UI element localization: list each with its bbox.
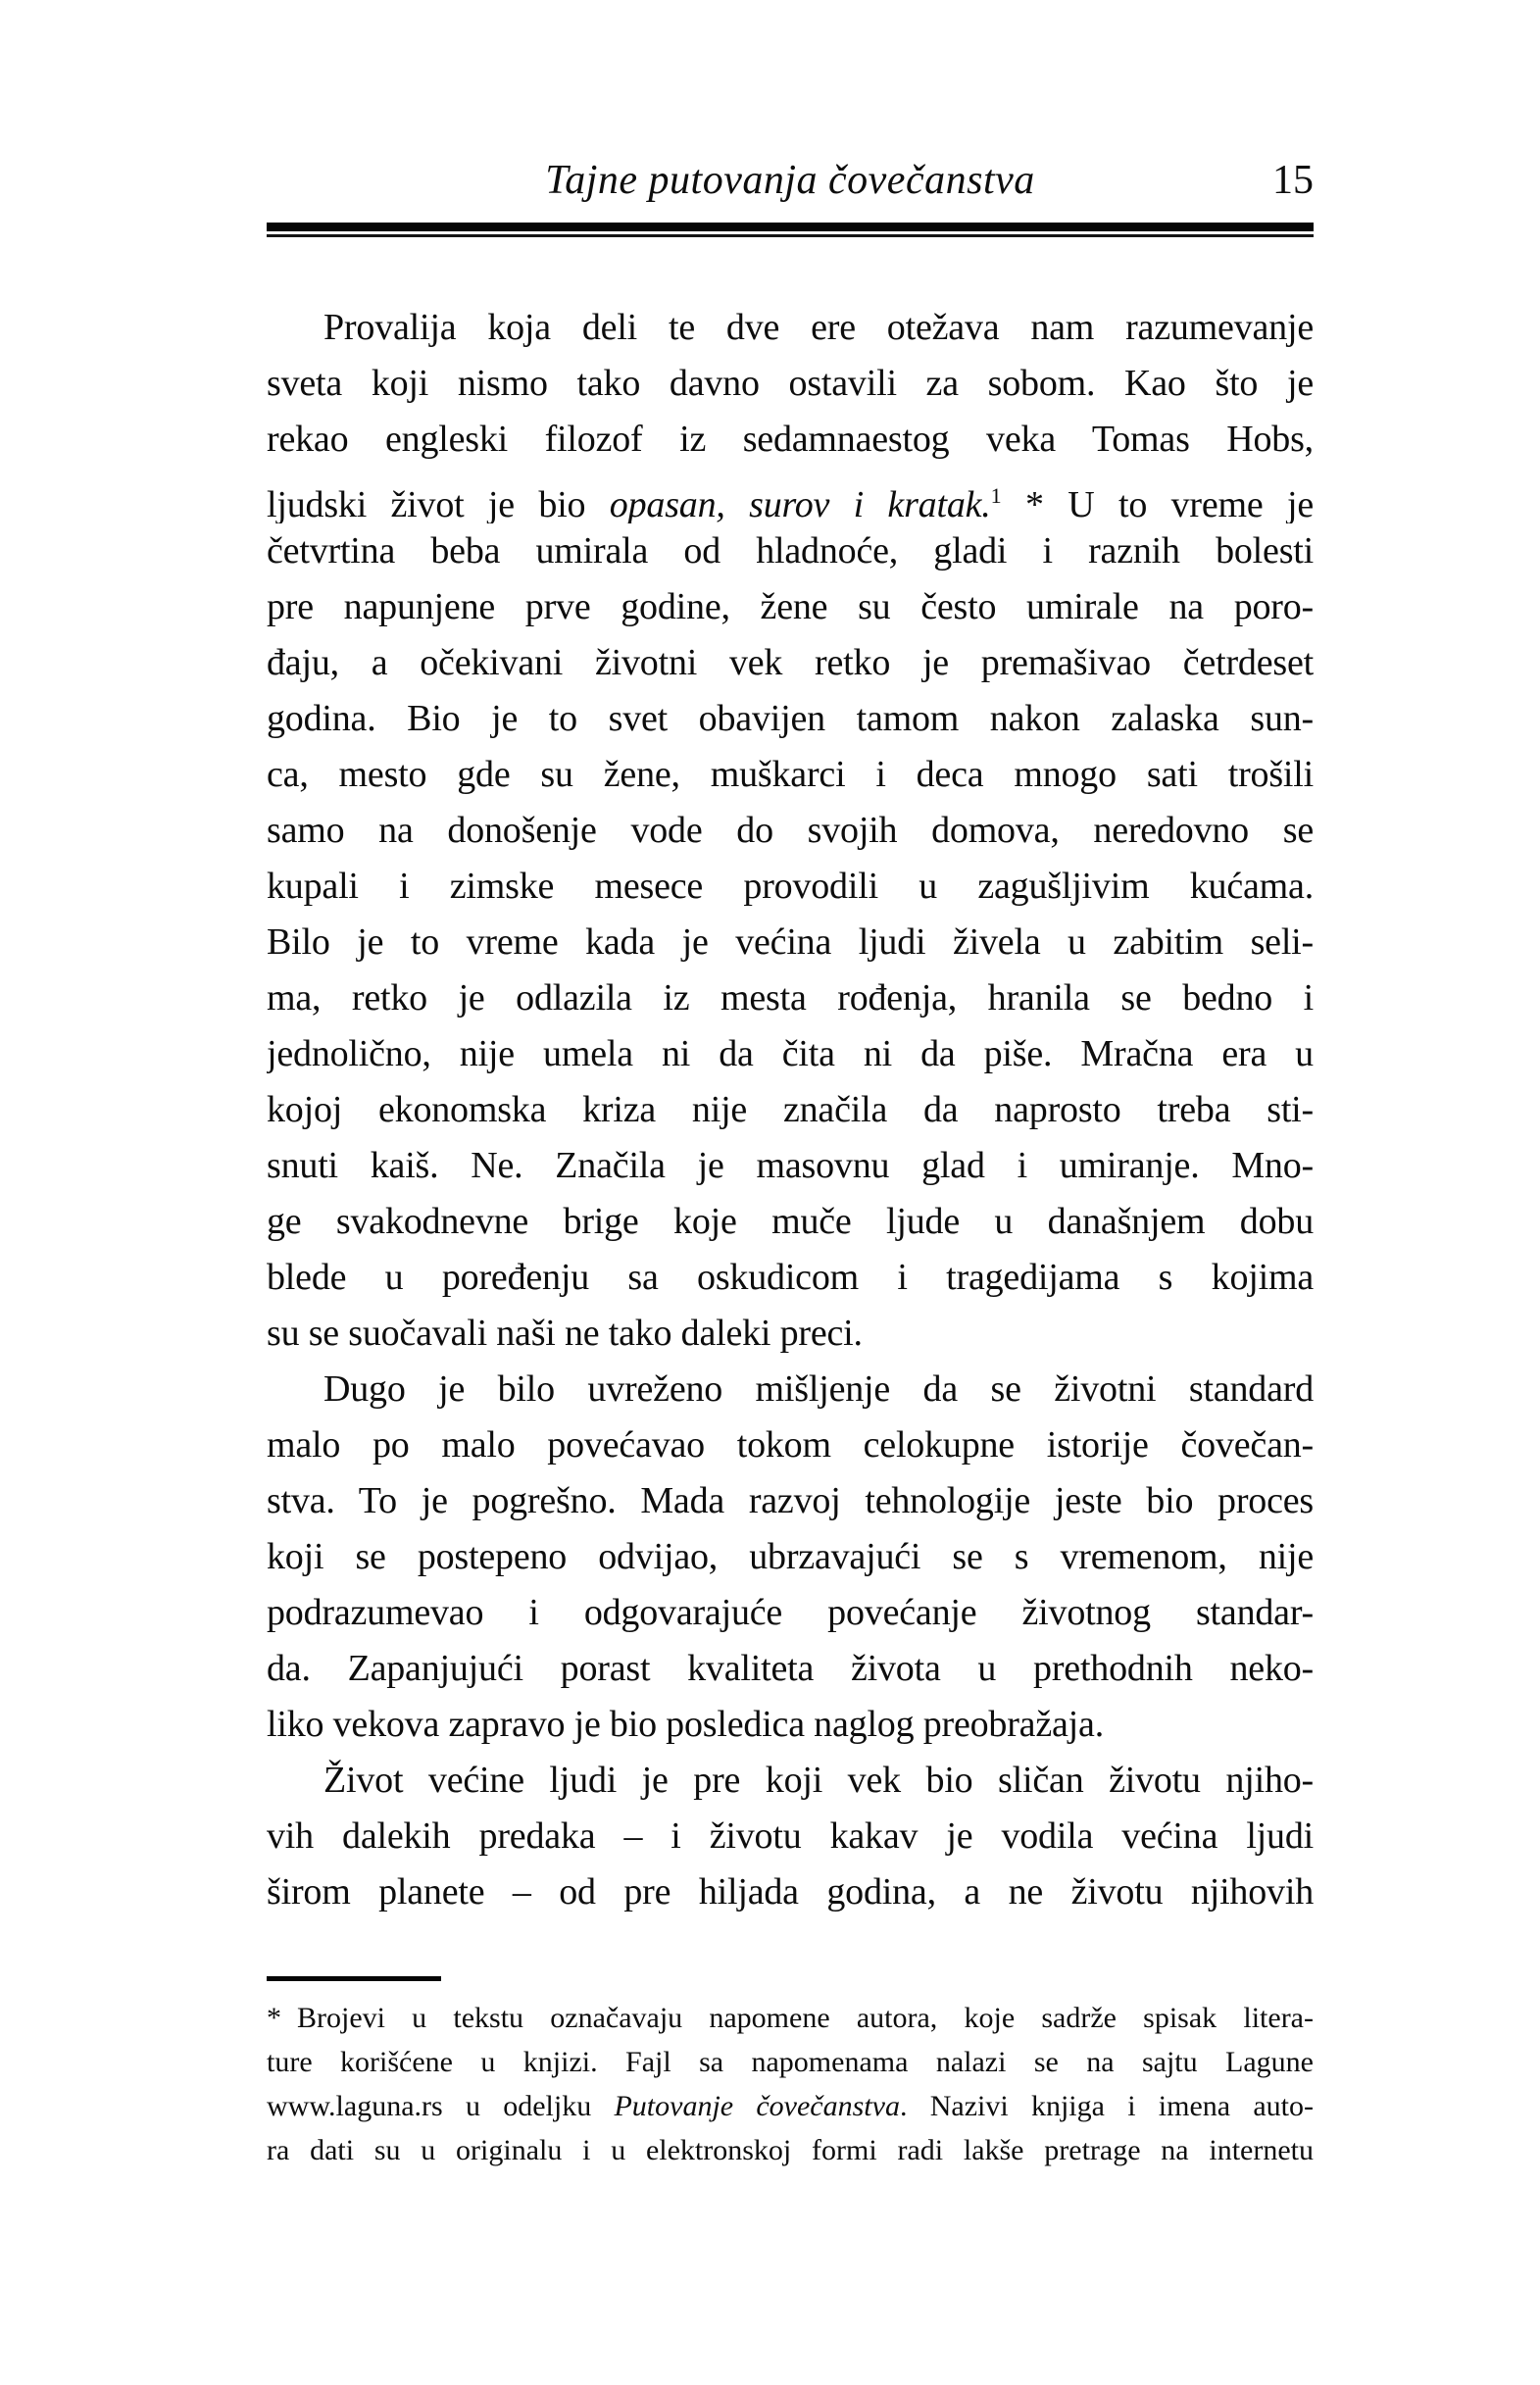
text-segment: pre napunjene prve godine, žene su često umirale na poro- (267, 586, 1314, 627)
text-segment: malo po malo povećavao tokom celokupne istorije čovečan- (267, 1424, 1314, 1466)
text-segment: kupali i zimske mesece provodili u zagušljivim kućama. (267, 866, 1314, 907)
text-segment: Provalija koja deli te dve ere otežava nam razumevanje (323, 307, 1314, 348)
text-line (267, 523, 1314, 579)
running-head (267, 153, 1314, 208)
text-line (267, 579, 1314, 635)
text-line (267, 1996, 1314, 2040)
text-line (267, 691, 1314, 747)
text-segment: sveta koji nismo tako davno ostavili za sobom. Kao što je (267, 363, 1314, 404)
text-segment: . Nazivi knjiga i imena auto- (899, 2090, 1314, 2122)
text-segment: * U to vreme je (1001, 484, 1314, 523)
text-line (267, 468, 1314, 523)
text-line (267, 859, 1314, 915)
text-line (267, 635, 1314, 691)
text-line (267, 803, 1314, 859)
text-line (267, 1697, 1314, 1753)
text-line (267, 2128, 1314, 2172)
text-line (267, 2040, 1314, 2084)
text-line (267, 1362, 1314, 1417)
text-segment: ma, retko je odlazila iz mesta rođenja, hranila se bedno i (267, 977, 1314, 1019)
text-segment: godina. Bio je to svet obavijen tamom nakon zalaska sun- (267, 698, 1314, 739)
text-segment: stva. To je pogrešno. Mada razvoj tehnologije jeste bio proces (267, 1480, 1314, 1521)
text-line (267, 915, 1314, 970)
text-segment: đaju, a očekivani životni vek retko je premašivao četrdeset (267, 642, 1314, 683)
text-segment: Bilo je to vreme kada je većina ljudi živela u zabitim seli- (267, 921, 1314, 963)
body-paragraph-1 (267, 300, 1314, 1362)
text-segment: snuti kaiš. Ne. Značila je masovnu glad i umiranje. Mno- (267, 1145, 1314, 1186)
text-segment: su se suočavali naši ne tako daleki preci. (267, 1313, 863, 1354)
text-line (267, 300, 1314, 356)
text-segment: jednolično, nije umela ni da čita ni da piše. Mračna era u (267, 1033, 1314, 1074)
text-segment: Život većine ljudi je pre koji vek bio sličan životu njiho- (323, 1760, 1314, 1801)
text-line (267, 356, 1314, 412)
text-segment: ra dati su u originalu i u elektronskoj formi radi lakše pretrage na internetu (267, 2134, 1314, 2166)
body-paragraph-2 (267, 1362, 1314, 1753)
text-line (267, 1138, 1314, 1194)
text-line (267, 412, 1314, 468)
text-segment: Dugo je bilo uvreženo mišljenje da se životni standard (323, 1368, 1314, 1410)
footnote-rule (267, 1976, 441, 1981)
text-segment: vih dalekih predaka – i životu kakav je vodila većina ljudi (267, 1815, 1314, 1857)
text-line (267, 1585, 1314, 1641)
text-segment: podrazumevao i odgovarajuće povećanje životnog standar- (267, 1592, 1314, 1633)
text-segment: samo na donošenje vode do svojih domova, neredovno se (267, 810, 1314, 851)
italic-text-segment: Putovanje čovečanstva (614, 2090, 900, 2122)
body-paragraph-3 (267, 1753, 1314, 1920)
text-segment: kojoj ekonomska kriza nije značila da naprosto treba sti- (267, 1089, 1314, 1130)
footnote-star-marker: * (267, 2002, 281, 2034)
footnote-reference-marker: 1 (990, 483, 1002, 508)
text-segment: ture korišćene u knjizi. Fajl sa napomenama nalazi se na sajtu Lagune (267, 2046, 1314, 2078)
running-title: Tajne putovanja čovečanstva (545, 158, 1035, 203)
page-number: 15 (1272, 158, 1314, 203)
text-segment: četvrtina beba umirala od hladnoće, gladi i raznih bolesti (267, 530, 1314, 571)
text-line (267, 1753, 1314, 1809)
text-line (267, 1417, 1314, 1473)
text-line (267, 1250, 1314, 1306)
header-rule (267, 223, 1314, 237)
text-segment: www.laguna.rs u odeljku (267, 2090, 615, 2122)
text-segment: Brojevi u tekstu označavaju napomene autora, koje sadrže spisak litera- (297, 2002, 1314, 2034)
text-line (267, 1306, 1314, 1362)
text-segment: liko vekova zapravo je bio posledica naglog preobražaja. (267, 1704, 1105, 1745)
text-line (267, 1529, 1314, 1585)
text-line (267, 1026, 1314, 1082)
text-line (267, 1194, 1314, 1250)
text-line (267, 1473, 1314, 1529)
italic-text-segment: opasan, surov i kratak. (609, 484, 991, 523)
text-segment: koji se postepeno odvijao, ubrzavajući se s vremenom, nije (267, 1536, 1314, 1577)
text-line (267, 747, 1314, 803)
text-segment: širom planete – od pre hiljada godina, a ne životu njihovih (267, 1871, 1314, 1913)
text-line (267, 970, 1314, 1026)
text-line (267, 1864, 1314, 1920)
body-text (267, 300, 1314, 1920)
text-line (267, 1641, 1314, 1697)
text-segment: ljudski život je bio (267, 484, 610, 523)
text-line (267, 1809, 1314, 1864)
text-line (267, 2084, 1314, 2128)
text-line (267, 1082, 1314, 1138)
text-segment: ca, mesto gde su žene, muškarci i deca mnogo sati trošili (267, 754, 1314, 795)
text-segment: ge svakodnevne brige koje muče ljude u današnjem dobu (267, 1201, 1314, 1242)
text-segment: blede u poređenju sa oskudicom i tragedijama s kojima (267, 1257, 1314, 1298)
footnote (267, 1996, 1314, 2172)
text-segment: da. Zapanjujući porast kvaliteta života u prethodnih neko- (267, 1648, 1314, 1689)
text-segment: rekao engleski filozof iz sedamnaestog veka Tomas Hobs, (267, 419, 1314, 460)
